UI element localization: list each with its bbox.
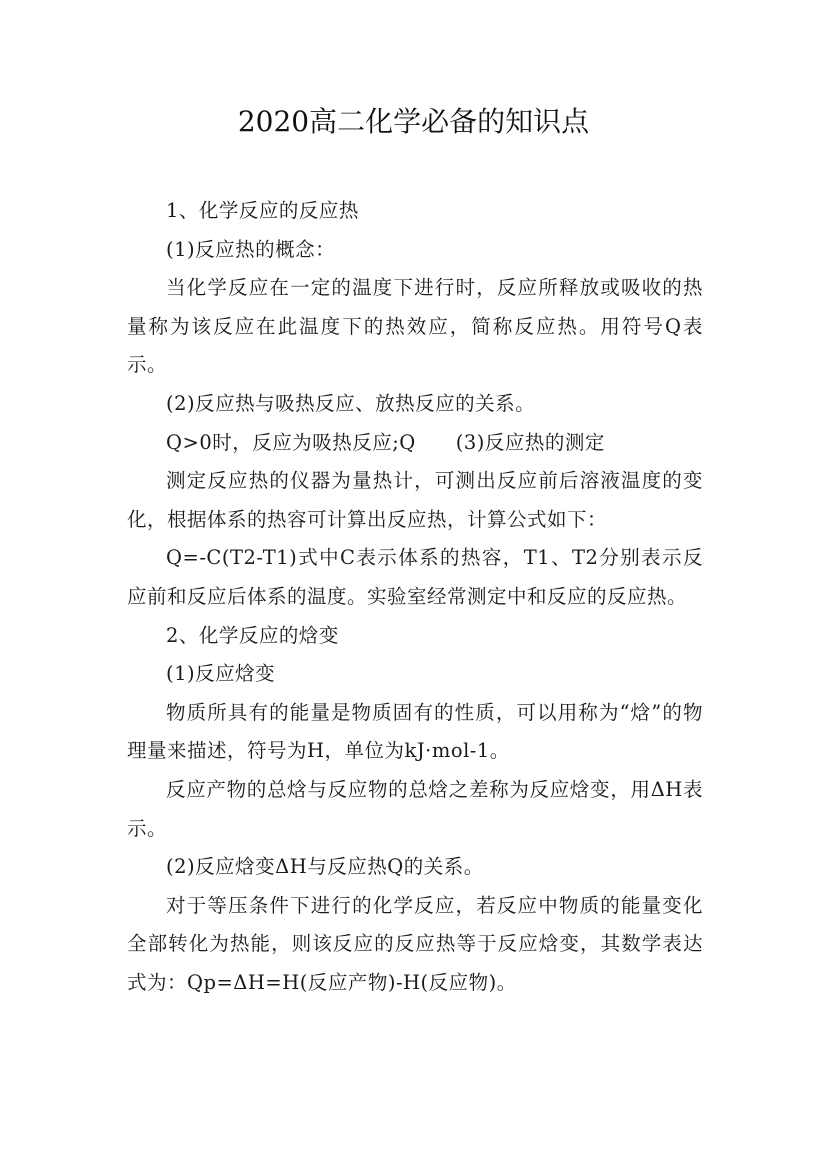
paragraph-heat-relation-heading: (2)反应热与吸热反应、放热反应的关系。 [166,391,536,415]
paragraph-q-sign-rule: Q>0时，反应为吸热反应;Q (3)反应热的测定 [166,430,605,454]
paragraph-constant-pressure-relation: 对于等压条件下进行的化学反应，若反应中物质的能量变化全部转化为热能，则该反应的反应热等于反应焓变，其数学表达式为：Qp=ΔH=H(反应产物)-H(反应物)。 [127,893,703,994]
paragraph-enthalpy-change-heading: (1)反应焓变 [166,662,276,686]
paragraph-calorimeter: 测定反应热的仪器为量热计，可测出反应前后溶液温度的变化，根据体系的热容可计算出反应热，计算公式如下： [127,469,703,531]
paragraph-enthalpy-definition: 物质所具有的能量是物质固有的性质，可以用称为“焓”的物理量来描述，符号为H，单位为kJ·mol-1。 [127,700,703,763]
paragraph-enthalpy-change-definition: 反应产物的总焓与反应物的总焓之差称为反应焓变，用ΔH表示。 [127,777,703,840]
document-title: 2020高二化学必备的知识点 [237,105,590,138]
paragraph-reaction-heat-concept-heading: (1)反应热的概念： [166,237,336,261]
paragraph-section-2-heading: 2、化学反应的焓变 [166,623,339,647]
paragraph-reaction-heat-definition: 当化学反应在一定的温度下进行时，反应所释放或吸收的热量称为该反应在此温度下的热效应，简称反应热。用符号Q表示。 [127,276,703,377]
paragraph-dh-q-relation-heading: (2)反应焓变ΔH与反应热Q的关系。 [166,855,484,879]
paragraph-heat-formula: Q=-C(T2-T1)式中C表示体系的热容，T1、T2分别表示反应前和反应后体系的温度。实验室经常测定中和反应的反应热。 [127,546,703,608]
paragraph-section-1-heading: 1、化学反应的反应热 [166,199,359,222]
document-body [127,192,703,1002]
